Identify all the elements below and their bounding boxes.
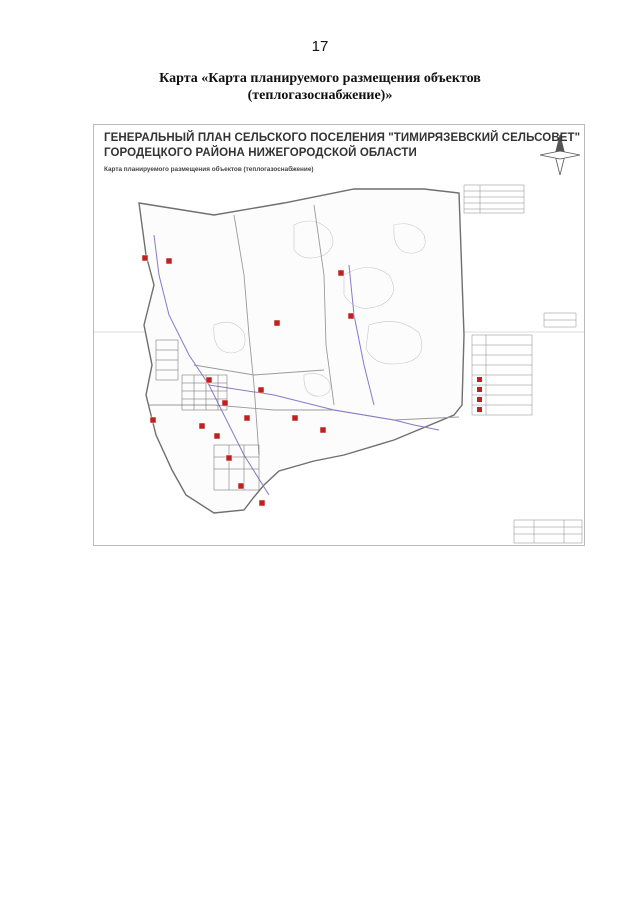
planned-object-marker xyxy=(206,377,212,383)
planned-object-marker xyxy=(292,415,298,421)
caption-line-2: (теплогазоснабжение)» xyxy=(247,88,393,103)
legend-top xyxy=(464,185,524,213)
planned-object-marker xyxy=(222,400,228,406)
planned-object-marker xyxy=(238,483,244,489)
caption-line-1: Карта «Карта планируемого размещения объектов xyxy=(159,71,481,86)
legend-symbols xyxy=(477,377,482,412)
planned-object-marker xyxy=(199,423,205,429)
map-title-line-2: ГОРОДЕЦКОГО РАЙОНА НИЖЕГОРОДСКОЙ ОБЛАСТИ xyxy=(104,147,417,159)
map-drawing xyxy=(94,125,584,545)
planned-object-marker xyxy=(166,258,172,264)
planned-object-marker xyxy=(338,270,344,276)
legend-right-small xyxy=(544,313,576,327)
planned-object-marker xyxy=(259,500,265,506)
settlement-boundary xyxy=(139,189,464,513)
planned-object-marker xyxy=(226,455,232,461)
figure-caption xyxy=(110,70,530,104)
planned-object-marker xyxy=(214,433,220,439)
planned-object-marker xyxy=(274,320,280,326)
map-title xyxy=(104,131,580,161)
planned-object-marker xyxy=(320,427,326,433)
page-number: 17 xyxy=(311,38,329,55)
planned-object-marker xyxy=(142,255,148,261)
legend-main xyxy=(472,335,532,415)
map-title-line-1: ГЕНЕРАЛЬНЫЙ ПЛАН СЕЛЬСКОГО ПОСЕЛЕНИЯ "ТИМИРЯЗЕВСКИЙ СЕЛЬСОВЕТ" xyxy=(104,132,581,144)
planned-object-marker xyxy=(348,313,354,319)
planned-object-marker xyxy=(244,415,250,421)
map-subtitle: Карта планируемого размещения объектов (теплогазоснабжение) xyxy=(104,166,314,173)
planned-object-marker xyxy=(258,387,264,393)
planned-object-marker xyxy=(150,417,156,423)
map-sheet xyxy=(93,124,585,546)
title-block xyxy=(514,520,582,543)
